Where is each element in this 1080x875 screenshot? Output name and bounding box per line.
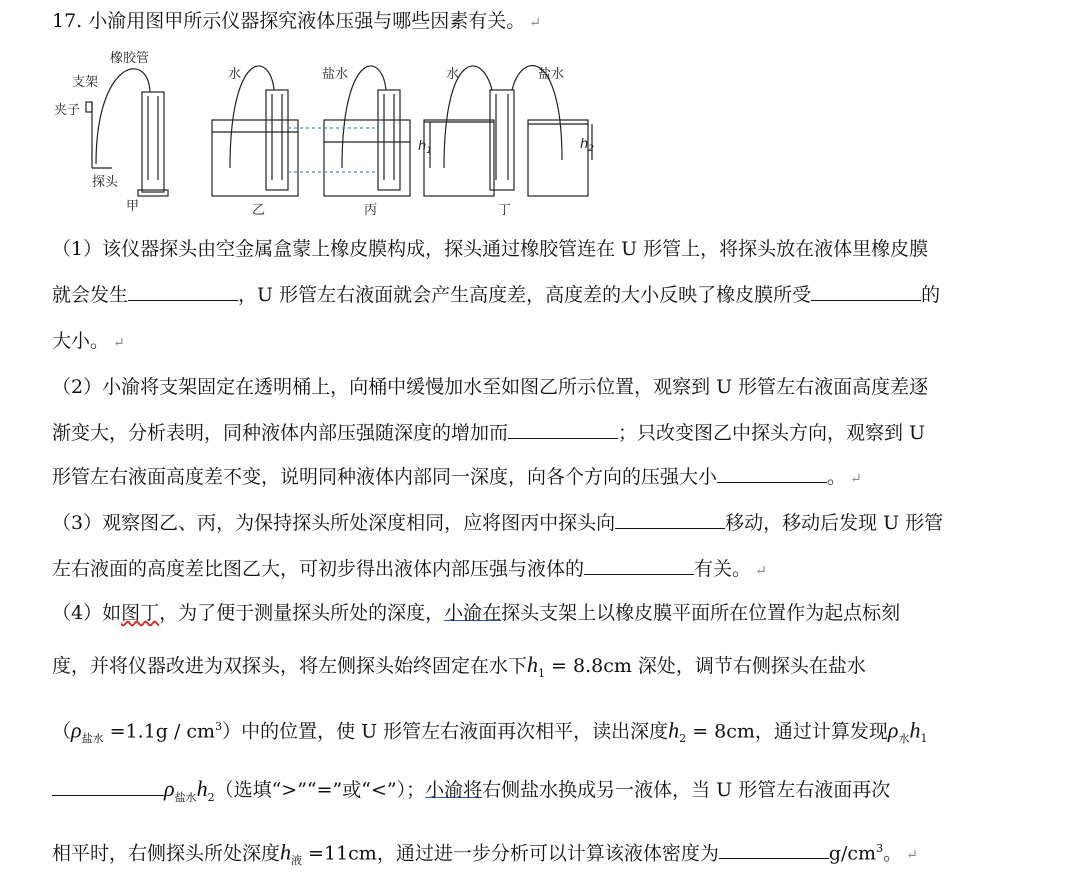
part1-line3: 大小。 ↵ bbox=[52, 330, 125, 352]
part3-line1: （3）观察图乙、丙，为保持探头所处深度相同，应将图丙中探头向 移动，移动后发现 U 形管 bbox=[52, 512, 944, 534]
part4-line1: （4）如图丁，为了便于测量探头所处的深度，小渝在探头支架上以橡皮膜平面所在位置作为起点标刻 bbox=[52, 602, 901, 624]
label-water-ding: 水 bbox=[446, 67, 460, 82]
part1-line2: 就会发生 ，U 形管左右液面就会产生高度差，高度差的大小反映了橡皮膜所受 的 bbox=[52, 284, 941, 306]
answer-blank-2[interactable] bbox=[811, 282, 921, 301]
answer-blank-6[interactable] bbox=[584, 556, 694, 575]
part3-line2: 左右液面的高度差比图乙大，可初步得出液体内部压强与液体的 有关。 ↵ bbox=[52, 558, 767, 580]
label-clip: 夹子 bbox=[54, 103, 81, 118]
part4-line5: 相平时，右侧探头所处深度$h_液 =11cm$，通过进一步分析可以计算该液体密度为 $g/cm^3$。 ↵ bbox=[52, 839, 918, 868]
label-rubber-tube: 橡胶管 bbox=[110, 51, 150, 66]
paragraph-mark: ↵ bbox=[906, 847, 918, 864]
question-heading bbox=[52, 8, 541, 36]
answer-blank-8[interactable] bbox=[719, 840, 829, 859]
label-water-yi: 水 bbox=[228, 67, 242, 82]
apparatus-figure bbox=[52, 40, 612, 220]
label-h2: $h_2$ bbox=[580, 137, 594, 154]
beaker-bing bbox=[324, 120, 410, 196]
beaker-yi bbox=[212, 120, 298, 196]
answer-blank-7[interactable] bbox=[52, 777, 164, 796]
paragraph-mark: ↵ bbox=[755, 563, 767, 579]
u-tube-jia bbox=[142, 92, 164, 192]
paragraph-mark: ↵ bbox=[529, 15, 542, 31]
clip-shape bbox=[86, 102, 92, 112]
part4-line3: $(\rho_{盐水} =1.1g / cm^3)$中的位置，使 U 形管左右液面再次相平，读出深度$h_2 = 8cm$，通过计算发现$\rho_水h_1$ bbox=[52, 717, 928, 746]
part1-line1: （1）该仪器探头由空金属盒蒙上橡皮膜构成，探头通过橡胶管连在 U 形管上，将探头放在液体里橡皮膜 bbox=[52, 238, 929, 260]
label-probe: 探头 bbox=[92, 175, 119, 190]
answer-blank-4[interactable] bbox=[717, 464, 827, 483]
part4-line2: 度，并将仪器改进为双探头，将左侧探头始终固定在水下$h_1 = 8.8cm$ 深处，调节右侧探头在盐水 bbox=[52, 652, 866, 680]
label-saltwater-bing: 盐水 bbox=[322, 67, 349, 82]
tube-bing bbox=[342, 66, 386, 168]
caption-bing: 丙 bbox=[364, 203, 378, 218]
caption-ding: 丁 bbox=[498, 203, 512, 218]
answer-blank-5[interactable] bbox=[615, 510, 725, 529]
part4-line4: $\rho_{盐水}h_2$（选填“>”“=”或“<”）；小渝将右侧盐水换成另一液体，当 U 形管左右液面再次 bbox=[52, 776, 890, 811]
paragraph-mark: ↵ bbox=[850, 471, 862, 487]
part2-line2: 渐变大，分析表明，同种液体内部压强随深度的增加而 ；只改变图乙中探头方向，观察到 U bbox=[52, 422, 926, 444]
answer-blank-3[interactable] bbox=[508, 420, 618, 439]
question-intro: 小渝用图甲所示仪器探究液体压强与哪些因素有关。 bbox=[88, 10, 526, 32]
caption-jia: 甲 bbox=[126, 199, 140, 214]
label-stand: 支架 bbox=[72, 75, 99, 90]
question-number: 17. bbox=[52, 10, 83, 32]
part2-line3: 形管左右液面高度差不变，说明同种液体内部同一深度，向各个方向的压强大小 。 ↵ bbox=[52, 466, 862, 488]
caption-yi: 乙 bbox=[252, 203, 266, 218]
beaker-ding-left bbox=[424, 120, 494, 196]
label-h1: $h_1$ bbox=[418, 139, 432, 156]
answer-blank-1[interactable] bbox=[128, 282, 238, 301]
label-saltwater-ding: 盐水 bbox=[538, 67, 565, 82]
part2-line1: （2）小渝将支架固定在透明桶上，向桶中缓慢加水至如图乙所示位置，观察到 U 形管左右液面高度差逐 bbox=[52, 376, 929, 398]
beaker-ding-right bbox=[528, 120, 588, 196]
paragraph-mark: ↵ bbox=[113, 335, 125, 351]
